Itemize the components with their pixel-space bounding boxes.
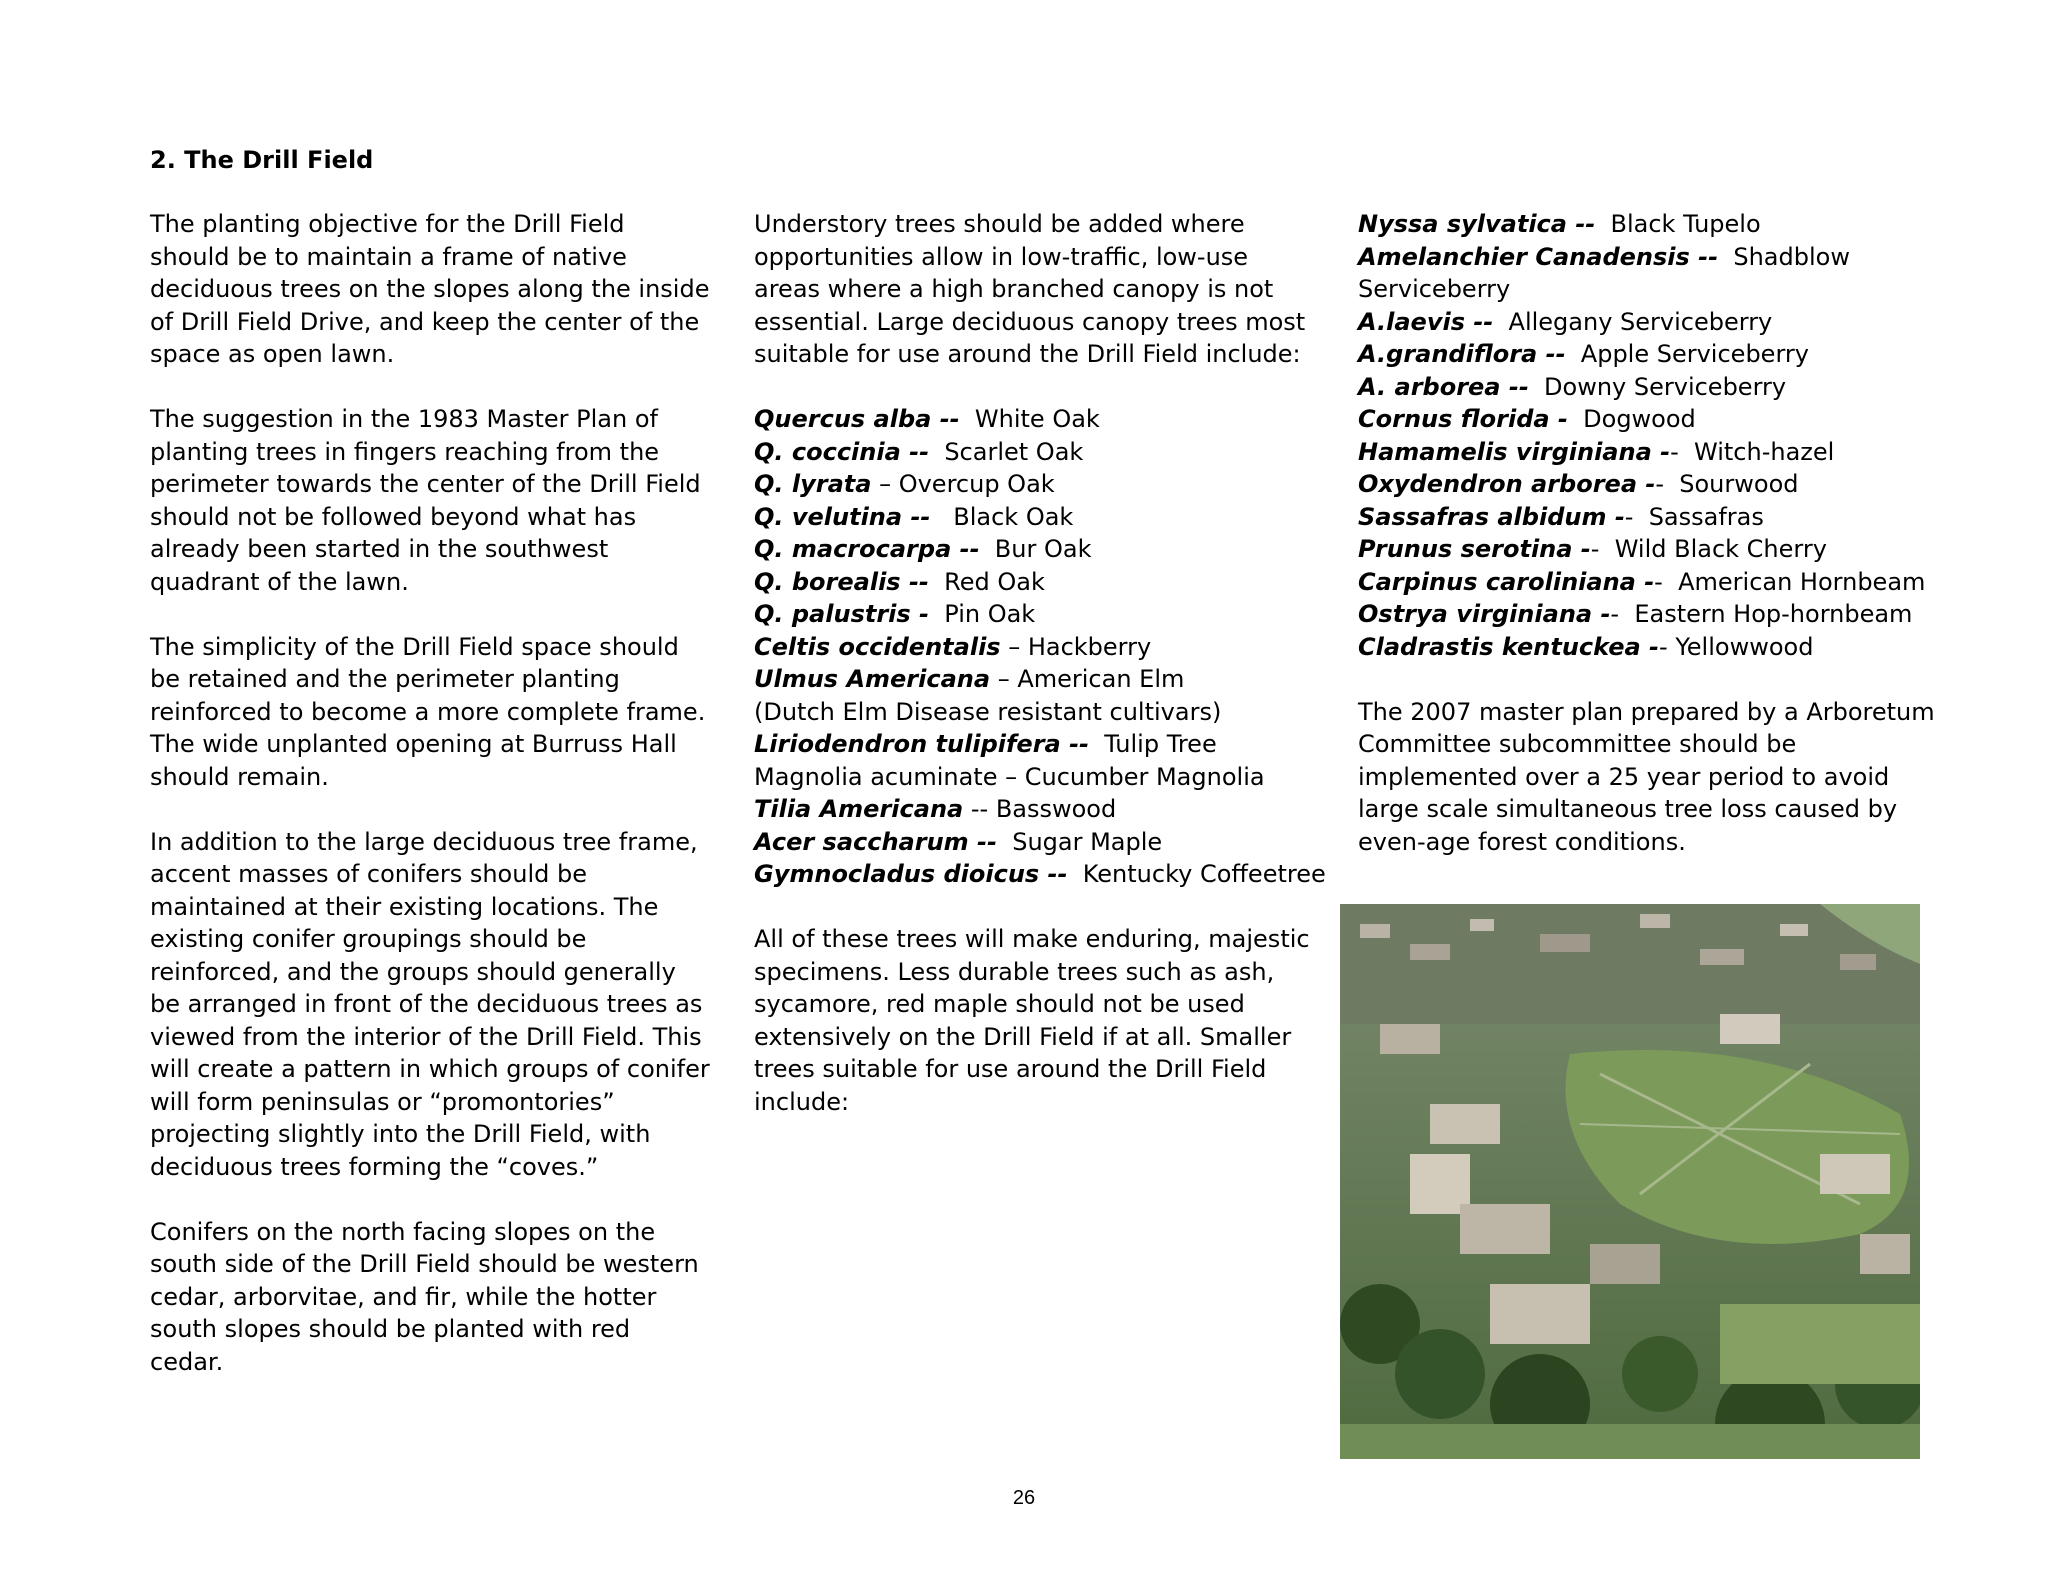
common-name: Magnolia acuminate – Cucumber Magnolia <box>754 762 1265 791</box>
paragraph-understory-intro: Understory trees should be added where opportunities allow in low-traffic, low-use areas where a high branched canopy is not essential. Large deciduous canopy trees most suitable for use around the Drill Field include: <box>754 210 1306 368</box>
tree-list-item <box>754 761 1314 794</box>
tree-list-item <box>754 728 1314 761</box>
aerial-photo-illustration <box>1340 904 1920 1459</box>
latin-name: Ulmus Americana <box>754 665 991 693</box>
common-name: Scarlet Oak <box>929 437 1084 466</box>
latin-name: Hamamelis virginiana - <box>1358 437 1671 466</box>
common-name: Dogwood <box>1567 405 1696 433</box>
latin-name: Cladrastis kentuckea - <box>1358 632 1660 661</box>
latin-name: Cornus florida - <box>1358 405 1568 433</box>
tree-list-item <box>1358 306 1938 339</box>
latin-name: Gymnocladus dioicus -- <box>754 860 1068 888</box>
tree-list-item <box>754 663 1314 696</box>
tree-list-item <box>1358 631 1938 664</box>
latin-name: Ostrya virginiana - <box>1358 600 1611 628</box>
latin-name: Celtis occidentalis <box>754 632 1001 661</box>
tree-list-item <box>1358 468 1938 501</box>
latin-name: A.laevis -- <box>1358 307 1494 336</box>
common-name: – Overcup Oak <box>871 470 1055 498</box>
common-name: Pin Oak <box>928 600 1036 628</box>
column-middle <box>754 208 1326 1151</box>
common-name: White Oak <box>959 405 1100 433</box>
common-name: Sugar Maple <box>996 827 1163 856</box>
common-name: Shadblow <box>1718 242 1850 271</box>
tree-list-item <box>754 631 1314 664</box>
common-name: – Hackberry <box>1000 632 1152 661</box>
common-name: Red Oak <box>928 567 1045 596</box>
tree-list-item <box>754 858 1326 891</box>
tree-list-item <box>754 403 1314 436</box>
common-name: Bur Oak <box>979 535 1092 563</box>
section-heading: 2. The Drill Field <box>150 146 374 174</box>
latin-name: Liriodendron tulipifera -- <box>754 730 1090 758</box>
small-tree-list <box>1358 208 1938 663</box>
common-name: Allegany Serviceberry <box>1493 307 1773 336</box>
paragraph-conifer-slopes: Conifers on the north facing slopes on the south side of the Drill Field should be western cedar, arborvitae, and fir, while the hotter south slopes should be planted with red cedar. <box>150 1217 699 1376</box>
latin-name: Nyssa sylvatica -- <box>1358 210 1596 238</box>
tree-list-item <box>1358 566 1938 599</box>
tree-list-item <box>1358 371 1938 404</box>
common-name: -- Basswood <box>963 795 1117 823</box>
tree-list-item <box>754 566 1314 599</box>
latin-name: Tilia Americana <box>754 795 964 823</box>
latin-name: A.grandiflora -- <box>1358 340 1566 368</box>
tree-list-item <box>1358 273 1938 306</box>
common-name: - Sassafras <box>1624 502 1764 531</box>
aerial-campus-photo <box>1340 904 1920 1459</box>
tree-list-item <box>754 468 1314 501</box>
paragraph-master-plan-suggestion: The suggestion in the 1983 Master Plan of planting trees in fingers reaching from the perimeter towards the center of the Drill Field should not be followed beyond what has already been started in the southwest quadrant of the lawn. <box>150 405 701 596</box>
tree-list-item <box>1358 598 1938 631</box>
latin-name: Sassafras albidum - <box>1358 502 1625 531</box>
common-name: Black Oak <box>930 502 1074 531</box>
tree-list-item <box>1358 436 1938 469</box>
tree-list-item <box>1358 403 1938 436</box>
latin-name: Acer saccharum -- <box>754 827 997 856</box>
tree-list-item <box>1358 338 1938 371</box>
tree-list-item <box>754 436 1314 469</box>
tree-list-item <box>754 598 1314 631</box>
tree-list-item <box>754 501 1314 534</box>
common-name: - Sourwood <box>1655 470 1799 498</box>
tree-list-item <box>754 533 1314 566</box>
common-name: Black Tupelo <box>1595 210 1761 238</box>
common-name: - Witch-hazel <box>1670 437 1835 466</box>
latin-name: Oxydendron arborea - <box>1358 470 1656 498</box>
latin-name: Q. palustris - <box>754 600 929 628</box>
paragraph-planting-objective: The planting objective for the Drill Field should be to maintain a frame of native deciduous trees on the slopes along the inside of Drill Field Drive, and keep the center of the space as open lawn. <box>150 210 710 368</box>
latin-name: Q. lyrata <box>754 470 872 498</box>
latin-name: Prunus serotina - <box>1358 535 1591 563</box>
common-name: (Dutch Elm Disease resistant cultivars) <box>754 697 1222 726</box>
paragraph-conifer-masses: In addition to the large deciduous tree frame, accent masses of conifers should be maintained at their existing locations. The existing conifer groupings should be reinforced, and the groups should generally be arranged in front of the deciduous trees as viewed from the interior of the Drill Field. This will create a pattern in which groups of conifer will form peninsulas or “promontories” projecting slightly into the Drill Field, with deciduous trees forming the “coves.” <box>150 827 710 1181</box>
tree-list-item <box>1358 501 1938 534</box>
common-name: - American Hornbeam <box>1654 567 1926 596</box>
latin-name: Q. velutina -- <box>754 502 931 531</box>
paragraph-durable-trees: All of these trees will make enduring, majestic specimens. Less durable trees such as ash, sycamore, red maple should not be used extensively on the Drill Field if at all. Smaller trees suitable for use around the Drill Field include: <box>754 925 1310 1116</box>
page-number: 26 <box>1012 1487 1036 1509</box>
paragraph-simplicity: The simplicity of the Drill Field space should be retained and the perimeter planting reinforced to become a more complete frame. The wide unplanted opening at Burruss Hall should remain. <box>150 632 706 791</box>
tree-list-item <box>754 826 1314 859</box>
latin-name: Amelanchier Canadensis -- <box>1358 242 1719 271</box>
common-name: Tulip Tree <box>1089 730 1217 758</box>
tree-list-item <box>1358 533 1938 566</box>
tree-list-item <box>1358 208 1938 241</box>
common-name: - Eastern Hop-hornbeam <box>1610 600 1913 628</box>
column-right <box>1358 208 1938 891</box>
common-name: Apple Serviceberry <box>1565 340 1809 368</box>
common-name: - Wild Black Cherry <box>1590 535 1827 563</box>
latin-name: Q. borealis -- <box>754 567 929 596</box>
common-name: Serviceberry <box>1358 275 1511 303</box>
tree-list-item <box>754 793 1314 826</box>
latin-name: Q. coccinia -- <box>754 437 930 466</box>
common-name: Kentucky Coffeetree <box>1067 860 1326 888</box>
common-name: Downy Serviceberry <box>1528 372 1787 401</box>
latin-name: Q. macrocarpa -- <box>754 535 980 563</box>
paragraph-master-plan-2007: The 2007 master plan prepared by a Arboretum Committee subcommittee should be implemented over a 25 year period to avoid large scale simultaneous tree loss caused by even-age forest conditions. <box>1358 697 1935 856</box>
common-name: – American Elm <box>990 665 1185 693</box>
tree-list-item <box>1358 241 1938 274</box>
tree-list-item <box>754 696 1314 729</box>
latin-name: Carpinus caroliniana - <box>1358 567 1655 596</box>
large-tree-list <box>754 403 1326 891</box>
latin-name: Quercus alba -- <box>754 405 960 433</box>
common-name: - Yellowwood <box>1659 632 1814 661</box>
column-left <box>150 208 710 1411</box>
latin-name: A. arborea -- <box>1358 372 1529 401</box>
